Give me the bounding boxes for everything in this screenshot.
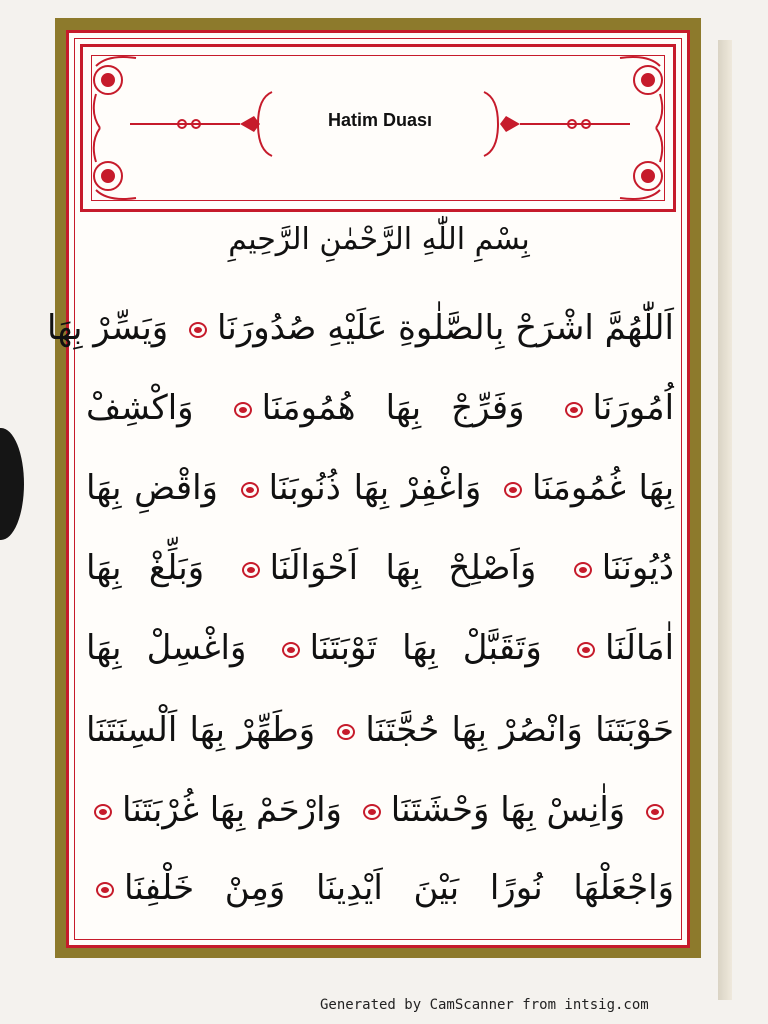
verse-stop-marker-icon <box>234 402 252 418</box>
dua-segment: وَطَهِّرْ بِهَا اَلْسِنَتَنَا <box>86 710 316 750</box>
basmala-text: بِسْمِ اللّٰهِ الرَّحْمٰنِ الرَّحِيمِ <box>228 222 530 257</box>
verse-stop-marker-icon <box>565 402 583 418</box>
dua-segment: وَاكْشِفْ <box>86 388 194 428</box>
dua-segment: وَارْحَمْ بِهَا غُرْبَتَنَا <box>122 790 342 830</box>
dua-line <box>86 538 674 598</box>
dua-line <box>86 780 674 840</box>
fleur-left-icon <box>240 116 260 132</box>
verse-stop-marker-icon <box>577 642 595 658</box>
dua-segment: وَبَلِّغْ بِهَا <box>86 548 205 588</box>
corner-ornament-top-right-icon <box>620 57 662 128</box>
corner-ornament-top-left-icon <box>94 57 136 128</box>
dua-segment: وَتَقَبَّلْ بِهَا تَوْبَتَنَا <box>309 628 542 668</box>
dua-line <box>86 378 674 438</box>
dua-segment: وَاجْعَلْهَا نُورًا بَيْنَ اَيْدِينَا وَمِنْ خَلْفِنَا <box>124 868 674 908</box>
verse-stop-marker-icon <box>574 562 592 578</box>
dua-segment: بِهَا غُمُومَنَا <box>532 468 675 508</box>
dua-line <box>46 298 674 358</box>
verse-stop-marker-icon <box>504 482 522 498</box>
verse-stop-marker-icon <box>337 724 355 740</box>
dua-segment: وَفَرِّجْ بِهَا هُمُومَنَا <box>261 388 525 428</box>
verse-stop-marker-icon <box>282 642 300 658</box>
verse-stop-marker-icon <box>241 482 259 498</box>
dua-segment: دُيُونَنَا <box>601 548 674 588</box>
dua-segment: وَاٰنِسْ بِهَا وَحْشَتَنَا <box>390 790 626 830</box>
verse-stop-marker-icon <box>646 804 664 820</box>
dua-segment: وَاغْفِرْ بِهَا ذُنُوبَنَا <box>268 468 482 508</box>
dua-segment: وَاَصْلِحْ بِهَا اَحْوَالَنَا <box>269 548 537 588</box>
dua-line <box>86 700 674 760</box>
dua-segment: اُمُورَنَا <box>592 388 675 428</box>
verse-stop-marker-icon <box>189 322 207 338</box>
verse-stop-marker-icon <box>94 804 112 820</box>
binding-hole <box>0 428 24 540</box>
dua-segment: وَيَسِّرْ بِهَا <box>46 308 169 348</box>
dua-line <box>86 858 674 918</box>
corner-ornament-bottom-right-icon <box>620 128 662 199</box>
verse-stop-marker-icon <box>96 882 114 898</box>
dua-line <box>86 458 674 518</box>
dua-segment: وَاغْسِلْ بِهَا <box>86 628 247 668</box>
verse-stop-marker-icon <box>242 562 260 578</box>
dua-segment: اٰمَالَنَا <box>605 628 675 668</box>
verse-stop-marker-icon <box>363 804 381 820</box>
scanner-watermark: Generated by CamScanner from intsig.com <box>320 997 649 1013</box>
page-title: Hatim Duası <box>327 110 433 130</box>
dua-segment: اَللّٰهُمَّ اشْرَحْ بِالصَّلٰوةِ عَلَيْهِ صُدُورَنَا <box>217 308 674 348</box>
dua-line <box>86 618 674 678</box>
fleur-right-icon <box>500 116 520 132</box>
dua-segment: حَوْبَتَنَا وَانْصُرْ بِهَا حُجَّتَنَا <box>365 710 674 750</box>
dua-segment: وَاقْضِ بِهَا <box>86 468 218 508</box>
corner-ornament-bottom-left-icon <box>94 128 136 199</box>
